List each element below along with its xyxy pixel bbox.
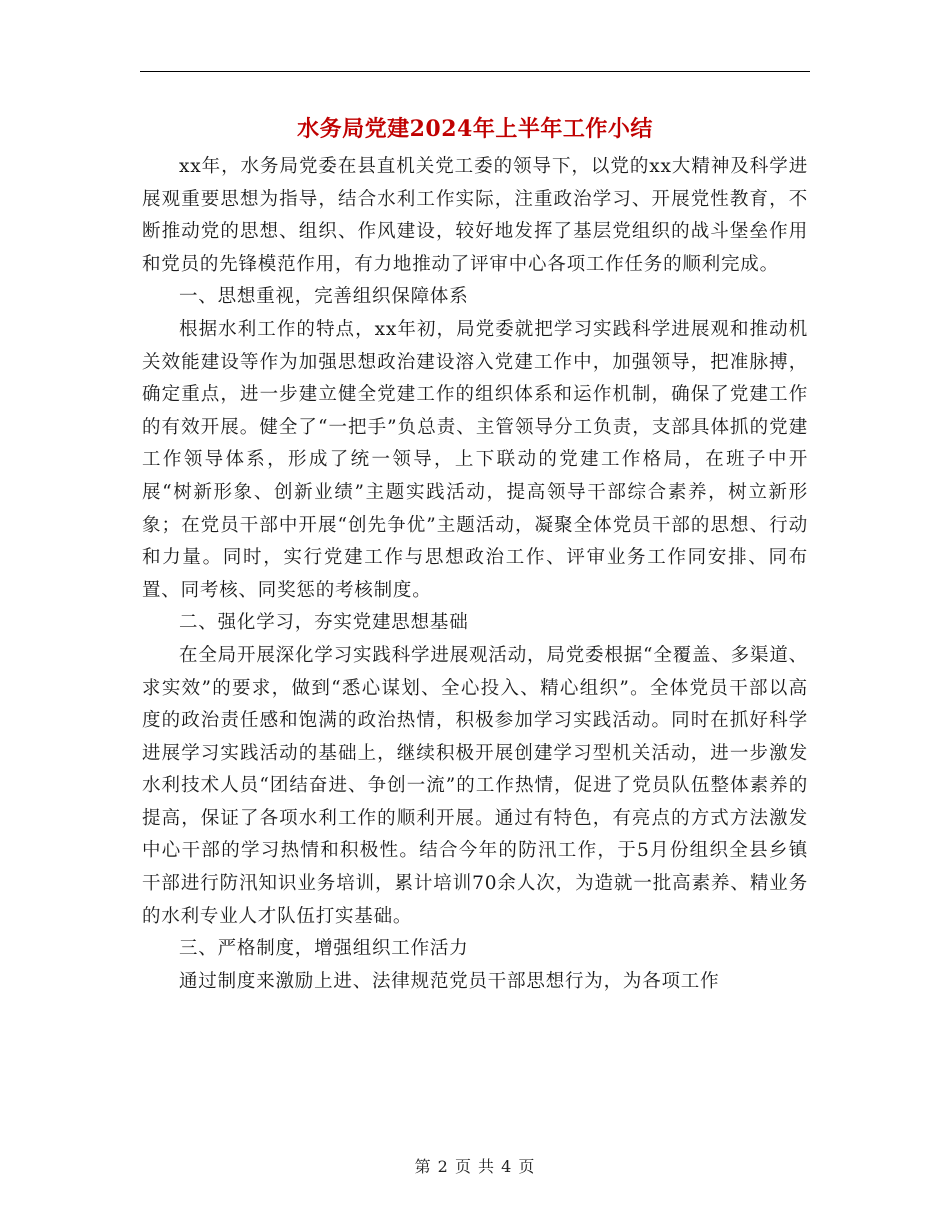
section-2-paragraph: 在全局开展深化学习实践科学进展观活动，局党委根据“全覆盖、多渠道、求实效”的要求，做到“悉心谋划、全心投入、精心组织”。全体党员干部以高度的政治责任感和饱满的政治热情，积极参加学习实践活动。同时在抓好科学进展学习实践活动的基础上，继续积极开展创建学习型机关活动，进一步激发水利技术人员“团结奋进、争创一流”的工作热情，促进了党员队伍整体素养的提高，保证了各项水利工作的顺利开展。通过有特色，有亮点的方式方法激发中心干部的学习热情和积极性。结合今年的防汛工作，于5月份组织全县乡镇干部进行防汛知识业务培训，累计培训70余人次，为造就一批高素养、精业务的水利专业人才队伍打实基础。: [142, 644, 808, 927]
page-label-suffix: 页: [518, 1157, 536, 1176]
section-1-paragraph: 根据水利工作的特点，xx年初，局党委就把学习实践科学进展观和推动机关效能建设等作为加强思想政治建设溶入党建工作中，加强领导，把准脉搏，确定重点，进一步建立健全党建工作的组织体系和运作机制，确保了党建工作的有效开展。健全了“一把手”负总责、主管领导分工负责，支部具体抓的党建工作领导体系，形成了统一领导，上下联动的党建工作格局，在班子中开展“树新形象、创新业绩”主题实践活动，提高领导干部综合素养，树立新形象；在党员干部中开展“创先争优”主题活动，凝聚全体党员干部的思想、行动和力量。同时，实行党建工作与思想政治工作、评审业务工作同安排、同布置、同考核、同奖惩的考核制度。: [142, 318, 808, 601]
total-pages-number: 4: [501, 1157, 513, 1176]
section-heading-2: 二、强化学习，夯实党建思想基础: [179, 612, 469, 634]
section-3-paragraph: 通过制度来激励上进、法律规范党员干部思想行为，为各项工作: [179, 970, 720, 992]
section-heading-3: 三、严格制度，增强组织工作活力: [179, 938, 469, 960]
intro-paragraph: xx年，水务局党委在县直机关党工委的领导下，以党的xx大精神及科学进展观重要思想为指导，结合水利工作实际，注重政治学习、开展党性教育，不断推动党的思想、组织、作风建设，较好地发挥了基层党组织的战斗堡垒作用和党员的先锋模范作用，有力地推动了评审中心各项工作任务的顺利完成。: [142, 156, 808, 275]
page-label-middle: 页 共: [454, 1157, 496, 1176]
page-footer: [0, 1154, 950, 1177]
page-label-prefix: 第: [414, 1157, 432, 1176]
current-page-number: 2: [437, 1157, 449, 1176]
page-title: 水务局党建2024年上半年工作小结: [297, 116, 653, 142]
document-body: [142, 151, 808, 998]
header-rule: [140, 71, 810, 72]
section-heading-1: 一、思想重视，完善组织保障体系: [179, 286, 469, 308]
